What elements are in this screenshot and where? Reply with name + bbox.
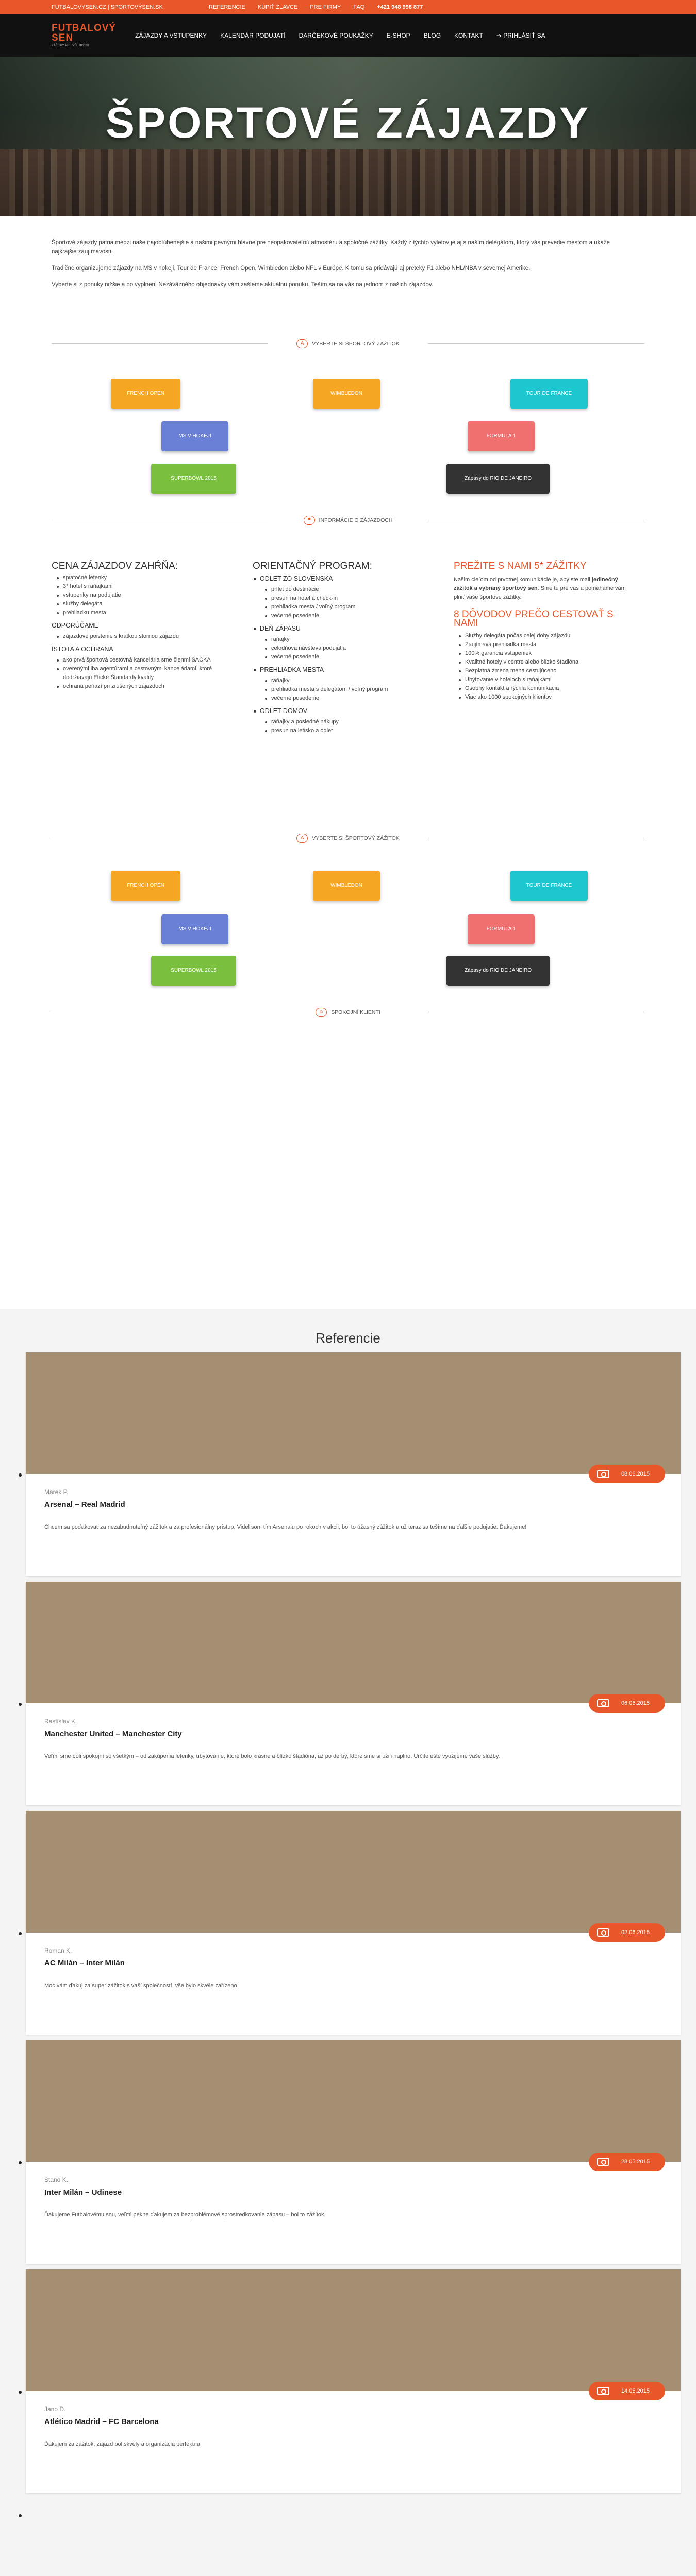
references-title: Referencie: [316, 1330, 380, 1346]
login-icon: ➔: [496, 32, 504, 39]
program-title: ORIENTAČNÝ PROGRAM:: [253, 561, 372, 571]
reference-author: Jano D.: [44, 2405, 66, 2413]
list-bullet: [19, 2514, 22, 2517]
dest-french-open-2[interactable]: FRENCH OPEN: [111, 871, 180, 901]
reference-photo: [26, 1811, 681, 1933]
reference-match: Arsenal – Real Madrid: [44, 1500, 125, 1509]
reference-text: Chcem sa poďakovať za nezabudnuteľný zážitok a za profesionálny prístup. Videl som tím Arsenalu po rokoch v akcii, bol to úžasný zážitok a už teraz sa tešíme na ďalšie podujatie. Ďakujeme!: [44, 1524, 527, 1530]
price-title: CENA ZÁJAZDOV ZAHŔŇA:: [52, 561, 178, 571]
list-item: zájazdové poistenie s krátkou stornou zájazdu: [52, 632, 227, 641]
list-item: Bezplatná zmena mena cestujúceho: [454, 667, 634, 675]
main-nav: [135, 32, 545, 39]
list-item: 100% garancia vstupeniek: [454, 649, 634, 658]
info-icon: ⚑: [304, 516, 315, 525]
list-item: presun na hotel a check-in: [253, 594, 433, 603]
dest-tour-de-france[interactable]: TOUR DE FRANCE: [510, 379, 588, 409]
dest-superbowl[interactable]: SUPERBOWL 2015: [151, 464, 236, 494]
list-item: večerné posedenie: [253, 612, 433, 620]
site-logo[interactable]: FUTBALOVÝ SEN ZÁŽITKY PRE VŠETKÝCH: [52, 23, 117, 47]
reference-text: Veľmi sme boli spokojní so všetkým – od zakúpenia letenky, ubytovanie, ktoré bolo krásne a blízko štadióna, až po derby, ktoré sme si užili naplno. Určite ešte využijeme vaše služby.: [44, 1753, 500, 1759]
experience-text: Našim cieľom od prvotnej komunikácie je, aby ste mali jedinečný zážitok a vybraný športový sen. Sme tu pre vás a pomáhame vám plniť vaše športové zážitky.: [454, 577, 626, 600]
dest-superbowl-2[interactable]: SUPERBOWL 2015: [151, 956, 236, 986]
list-bullet: [19, 1703, 22, 1706]
nav-vouchers[interactable]: DARČEKOVÉ POUKÁŽKY: [299, 32, 373, 39]
ticket-icon: A: [296, 339, 308, 348]
camera-icon: [597, 1470, 609, 1478]
top-link-firms[interactable]: PRE FIRMY: [310, 4, 341, 10]
hero-banner: [0, 57, 696, 216]
list-item: večerné posedenie: [253, 653, 433, 662]
list-bullet: [19, 2161, 22, 2164]
reference-author: Rastislav K.: [44, 1718, 77, 1725]
top-bar: [0, 0, 696, 14]
reference-card[interactable]: [26, 1811, 681, 2035]
reference-date-badge: 06.06.2015: [589, 1694, 665, 1713]
section-divider-choose: A VYBERTE SI ŠPORTOVÝ ZÁŽITOK: [52, 336, 644, 351]
intro-paragraph-2: Tradične organizujeme zájazdy na MS v hokeji, Tour de France, French Open, Wimbledon alebo NFL v Európe. K tomu sa pridávajú aj preteky F1 alebo NHL/NBA v severnej Amerike.: [52, 265, 531, 272]
top-link-referencie[interactable]: REFERENCIE: [209, 4, 245, 10]
list-item: Zaujímavá prehliadka mesta: [454, 640, 634, 649]
intro-paragraph-1: Športové zájazdy patria medzi naše najobľúbenejšie a našimi pevnými hlavne pre neopakovateľnú atmosféru a spoločné zážitky. Každý z týchto výletov je aj s naším delegátom, ktorý vás prevedie mestom a ukáže najkrajšie zaujímavosti.: [52, 240, 610, 255]
reference-card[interactable]: [26, 2040, 681, 2264]
camera-icon: [597, 2158, 609, 2166]
list-item: Osobný kontakt a rýchla komunikácia: [454, 684, 634, 693]
info-why-column: [454, 562, 634, 702]
safety-title: ISTOTA A OCHRANA: [52, 646, 113, 653]
reference-photo: [26, 2040, 681, 2162]
list-item: celodňová návšteva podujatia: [253, 644, 433, 653]
reference-photo: [26, 1352, 681, 1474]
reference-author: Marek P.: [44, 1488, 69, 1496]
list-bullet: [19, 1473, 22, 1477]
camera-icon: [597, 1928, 609, 1937]
list-bullet: [19, 1932, 22, 1935]
list-item: 3* hotel s raňajkami: [52, 582, 227, 591]
reference-match: Inter Milán – Udinese: [44, 2188, 122, 2197]
reference-card[interactable]: [26, 2269, 681, 2493]
intro-paragraph-3: Vyberte si z ponuky nižšie a po vyplnení Nezáväzného objednávky vám zašleme aktuálnu ponuku. Teším sa na vás na jednom z našich zájazdov.: [52, 282, 434, 288]
reference-date-badge: 14.05.2015: [589, 2382, 665, 2400]
reference-card[interactable]: [26, 1582, 681, 1805]
reference-match: AC Milán – Inter Milán: [44, 1959, 125, 1968]
list-item: Ubytovanie v hoteloch s raňajkami: [454, 675, 634, 684]
list-item: raňajky a posledné nákupy: [253, 718, 433, 726]
dest-formula-1[interactable]: FORMULA 1: [468, 421, 535, 451]
nav-eshop[interactable]: E-SHOP: [386, 32, 410, 39]
nav-blog[interactable]: BLOG: [423, 32, 441, 39]
section-divider-info: ⚑ INFORMÁCIE O ZÁJAZDOCH: [52, 513, 644, 528]
section-divider-choose-2: A VYBERTE SI ŠPORTOVÝ ZÁŽITOK: [52, 831, 644, 846]
list-item: spiatočné letenky: [52, 573, 227, 582]
section-divider-clients: ☺ SPOKOJNÍ KLIENTI: [52, 1005, 644, 1020]
list-item: ochrana peňazí pri zrušených zájazdoch: [52, 682, 227, 691]
list-item: vstupenky na podujatie: [52, 591, 227, 600]
reference-date-badge: 28.05.2015: [589, 2153, 665, 2171]
smile-icon: ☺: [316, 1008, 327, 1017]
intro-text: [52, 238, 634, 297]
dest-french-open[interactable]: FRENCH OPEN: [111, 379, 180, 409]
list-item: raňajky: [253, 676, 433, 685]
reference-text: Ďakujeme Futbalovému snu, veľmi pekne ďakujem za bezproblémové sprostredkovanie zápasu – bol to zážitok.: [44, 2212, 326, 2218]
top-bar-sites[interactable]: FUTBALOVYSEN.CZ | SPORTOVÝSEN.SK: [52, 4, 163, 10]
header: [0, 14, 696, 57]
reference-card[interactable]: [26, 1352, 681, 1576]
nav-login[interactable]: ➔ PRIHLÁSIŤ SA: [496, 32, 545, 39]
reasons-title: 8 DÔVODOV PREČO CESTOVAŤ S NAMI: [454, 609, 614, 629]
info-program-column: ORIENTAČNÝ PROGRAM: ODLET ZO SLOVENSKA prílet do destinácie presun na hotel a check-in prehliadka mesta / voľný program večerné posedenie DEŇ ZÁPASU raňajky celodňová návšteva podujatia večerné posedenie PREHLIADKA MESTA raňajky prehliadka mesta s delegátom / voľný program večerné posedenie ODLET DOMOV raňajky a posledné nákupy presun na letisko a odlet: [253, 562, 433, 735]
ticket-icon: A: [296, 834, 308, 843]
experience-title: PREŽITE S NAMI 5* ZÁŽITKY: [454, 561, 587, 571]
list-item: služby delegáta: [52, 600, 227, 608]
list-bullet: [19, 2391, 22, 2394]
list-item: večerné posedenie: [253, 694, 433, 703]
camera-icon: [597, 2387, 609, 2395]
reference-photo: [26, 2269, 681, 2391]
dest-rio-2[interactable]: Zápasy do RIO DE JANEIRO: [446, 956, 550, 986]
list-item: presun na letisko a odlet: [253, 726, 433, 735]
list-item: overenými iba agentúrami a cestovnými kanceláriami, ktoré dodržiavajú Etické Štandardy kvality: [52, 665, 227, 682]
dest-wimbledon-2[interactable]: WIMBLEDON: [313, 871, 380, 901]
reference-text: Moc vám ďakuj za super zážitok s vaší společností, vše bylo skvěle zařízeno.: [44, 1982, 239, 1989]
dest-rio[interactable]: Zápasy do RIO DE JANEIRO: [446, 464, 550, 494]
info-price-column: [52, 562, 227, 691]
top-bar-links: [209, 4, 423, 10]
camera-icon: [597, 1699, 609, 1707]
dest-wimbledon[interactable]: WIMBLEDON: [313, 379, 380, 409]
list-item: prehliadka mesta s delegátom / voľný program: [253, 685, 433, 694]
top-link-vouchers[interactable]: KÚPIŤ ZLAVCE: [257, 4, 298, 10]
reference-text: Ďakujem za zážitok, zájazd bol skvelý a organizácia perfektná.: [44, 2441, 202, 2447]
list-item: Viac ako 1000 spokojných klientov: [454, 693, 634, 702]
dest-formula-1-2[interactable]: FORMULA 1: [468, 914, 535, 944]
top-link-faq[interactable]: FAQ: [353, 4, 365, 10]
reference-photo: [26, 1582, 681, 1703]
list-item: Kvalitné hotely v centre alebo blízko štadióna: [454, 658, 634, 667]
reference-author: Roman K.: [44, 1947, 72, 1954]
recommend-title: ODPORÚČAME: [52, 622, 98, 629]
reference-author: Stano K.: [44, 2176, 69, 2183]
list-item: prehliadku mesta: [52, 608, 227, 617]
list-item: ako prvá športová cestovná kancelária sme členmi SACKA: [52, 656, 227, 665]
reference-date-badge: 02.06.2015: [589, 1923, 665, 1942]
list-item: raňajky: [253, 635, 433, 644]
reference-date-badge: 08.06.2015: [589, 1465, 665, 1483]
dest-tour-de-france-2[interactable]: TOUR DE FRANCE: [510, 871, 588, 901]
nav-contact[interactable]: KONTAKT: [454, 32, 483, 39]
list-item: Služby delegáta počas celej doby zájazdu: [454, 632, 634, 640]
top-phone[interactable]: +421 948 998 877: [377, 4, 423, 10]
dest-ms-hokej[interactable]: MS V HOKEJI: [161, 421, 228, 451]
nav-trips[interactable]: ZÁJAZDY A VSTUPENKY: [135, 32, 207, 39]
dest-ms-hokej-2[interactable]: MS V HOKEJI: [161, 914, 228, 944]
nav-calendar[interactable]: KALENDÁR PODUJATÍ: [220, 32, 286, 39]
list-item: prehliadka mesta / voľný program: [253, 603, 433, 612]
list-item: prílet do destinácie: [253, 585, 433, 594]
reference-match: Manchester United – Manchester City: [44, 1730, 182, 1738]
reference-match: Atlético Madrid – FC Barcelona: [44, 2417, 159, 2426]
page-title: ŠPORTOVÉ ZÁJAZDY: [106, 98, 590, 147]
